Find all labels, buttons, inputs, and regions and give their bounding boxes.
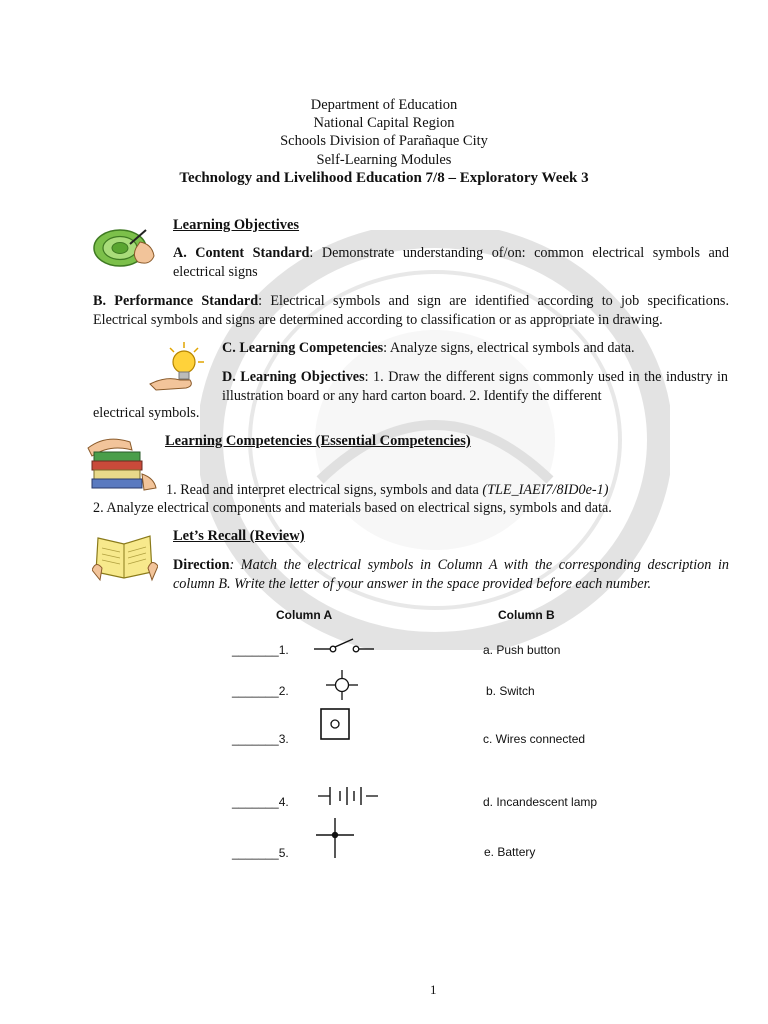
objectives-d-label: D. Learning Objectives (222, 369, 365, 385)
row-2-number: _______2. (232, 684, 289, 698)
lets-recall-heading: Let’s Recall (Review) (173, 528, 305, 544)
column-a-header: Column A (276, 608, 333, 622)
lightbulb-icon (146, 340, 210, 394)
page-number: 1 (430, 982, 437, 997)
essential-item-1-text: 1. Read and interpret electrical signs, symbols and data (166, 482, 483, 498)
header-division: Schools Division of Parañaque City (280, 133, 488, 150)
essential-item-1 (166, 481, 608, 500)
open-book-icon (92, 530, 158, 582)
content-standard-label: A. Content Standard (173, 245, 310, 261)
essential-item-1-code: (TLE_IAEI7/8ID0e-1) (482, 482, 609, 498)
column-b-header: Column B (498, 608, 555, 622)
switch-symbol-icon (314, 634, 376, 658)
competencies-text: : Analyze signs, electrical symbols and data. (383, 340, 635, 356)
row-1-description: a. Push button (483, 643, 561, 657)
books-icon (86, 434, 158, 492)
target-icon (92, 222, 160, 270)
direction-text: : Match the electrical symbols in Column A with the corresponding description in column B. Write the letter of your answer in the space provided before each number. (173, 557, 729, 592)
objectives-d-text: : 1. Draw the different signs commonly used in the industry in illustration board or any hard carton board. 2. Identify the different (222, 369, 728, 404)
performance-standard (93, 292, 729, 329)
header-title: Technology and Livelihood Education 7/8 – Exploratory Week 3 (179, 169, 589, 186)
row-2-description: b. Switch (486, 684, 535, 698)
performance-standard-text: : Electrical symbols and sign are identified according to job specifications. Electrical symbols and signs are determined according to classification or as appropriate in drawing. (93, 293, 729, 328)
content-standard-text: : Demonstrate understanding of/on: common electrical symbols and electrical signs (173, 245, 729, 280)
essential-competencies-heading: Learning Competencies (Essential Competencies) (165, 433, 471, 449)
competencies-label: C. Learning Competencies (222, 340, 384, 356)
essential-item-2: 2. Analyze electrical components and materials based on electrical signs, symbols and data. (93, 500, 612, 516)
wires-connected-symbol-icon (316, 818, 354, 858)
row-4-number: _______4. (232, 795, 289, 809)
row-4-description: d. Incandescent lamp (483, 795, 598, 809)
content-standard (173, 244, 729, 281)
header-module: Self-Learning Modules (316, 151, 452, 168)
row-5-number: _______5. (232, 846, 289, 860)
document-header (0, 96, 768, 187)
learning-objectives-d (222, 368, 728, 405)
push-button-symbol-icon (320, 708, 350, 740)
learning-objectives-heading: Learning Objectives (173, 217, 300, 233)
row-1-number: _______1. (232, 643, 289, 657)
direction-paragraph (173, 556, 729, 593)
row-5-description: e. Battery (484, 845, 536, 859)
row-3-number: _______3. (232, 732, 289, 746)
learning-competencies-c (222, 339, 730, 358)
lamp-symbol-icon (326, 670, 358, 700)
performance-standard-label: B. Performance Standard (93, 293, 259, 309)
battery-symbol-icon (318, 784, 380, 808)
objectives-d-continuation: electrical symbols. (93, 405, 200, 421)
row-3-description: c. Wires connected (483, 732, 586, 746)
header-department: Department of Education (310, 97, 458, 113)
header-region: National Capital Region (313, 115, 455, 132)
direction-label: Direction (173, 557, 230, 573)
